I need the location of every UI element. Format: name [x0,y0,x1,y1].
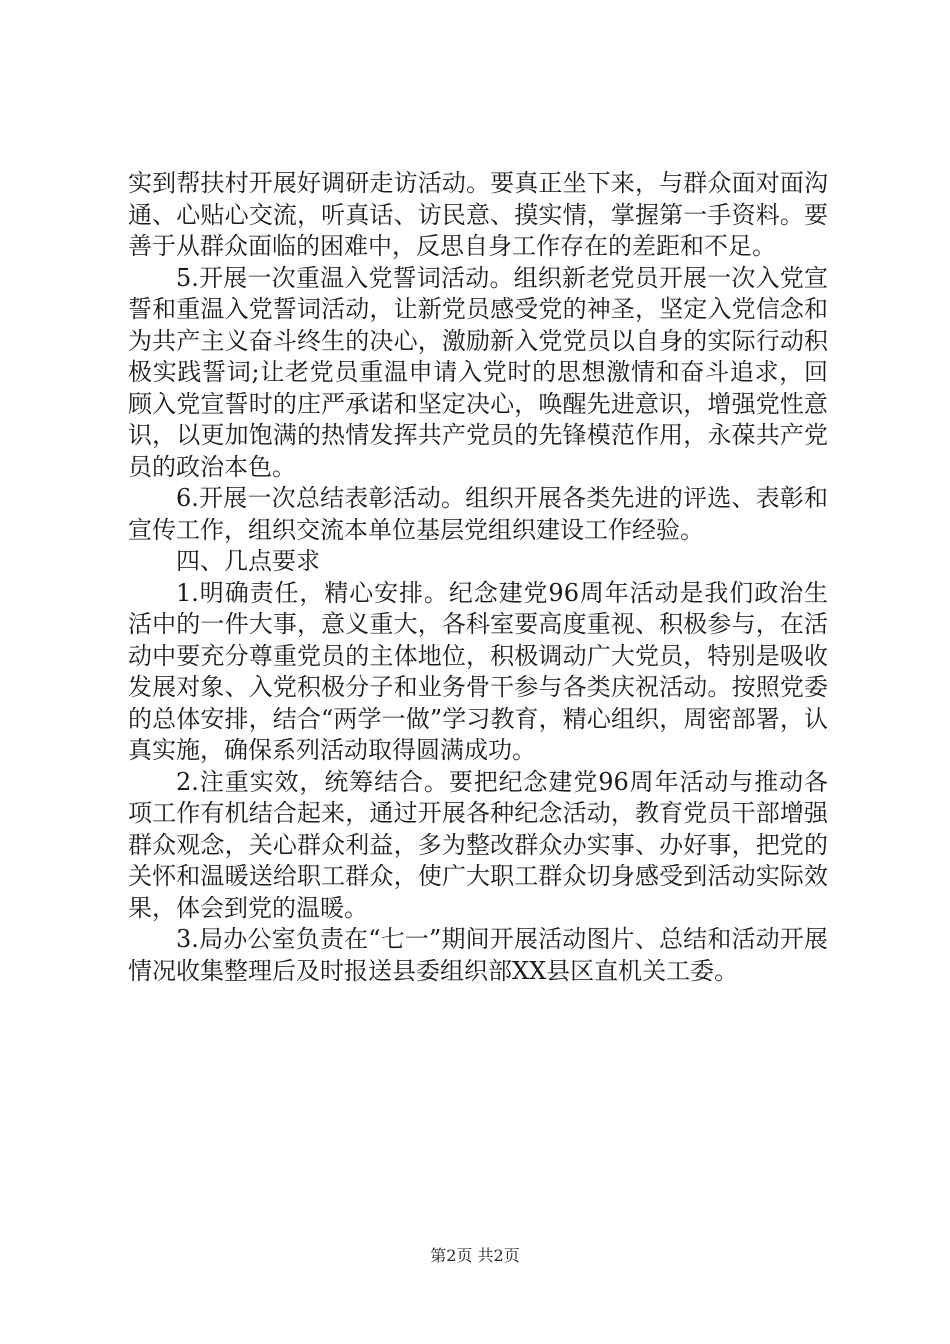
paragraph-3: 6.开展一次总结表彰活动。组织开展各类先进的评选、表彰和宣传工作，组织交流本单位基层党组织建设工作经验。 [128,484,828,544]
document-body [128,168,828,987]
section-heading: 四、几点要求 [176,547,320,575]
paragraph-5: 1.明确责任，精心安排。纪念建党96周年活动是我们政治生活中的一件大事，意义重大，各科室要高度重视、积极参与，在活动中要充分尊重党员的主体地位，积极调动广大党员，特别是吸收发展对象、入党积极分子和业务骨干参与各类庆祝活动。按照党委的总体安排，结合“两学一做”学习教育，精心组织，周密部署，认真实施，确保系列活动取得圆满成功。 [128,578,828,764]
paragraph-1: 实到帮扶村开展好调研走访活动。要真正坐下来，与群众面对面沟通、心贴心交流，听真话、访民意、摸实情，掌握第一手资料。要善于从群众面临的困难中，反思自身工作存在的差距和不足。 [128,169,828,260]
page-number-footer: 第2页 共2页 [430,1246,520,1265]
paragraph-7: 3.局办公室负责在“七一”期间开展活动图片、总结和活动开展情况收集整理后及时报送县委组织部XX县区直机关工委。 [128,925,828,985]
paragraph-6: 2.注重实效，统筹结合。要把纪念建党96周年活动与推动各项工作有机结合起来，通过开展各种纪念活动，教育党员干部增强群众观念，关心群众利益，多为整改群众办实事、办好事，把党的关怀和温暖送给职工群众，使广大职工群众切身感受到活动实际效果，体会到党的温暖。 [128,767,828,922]
paragraph-2: 5.开展一次重温入党誓词活动。组织新老党员开展一次入党宣誓和重温入党誓词活动，让新党员感受党的神圣，坚定入党信念和为共产主义奋斗终生的决心，激励新入党党员以自身的实际行动积极实践誓词;让老党员重温申请入党时的思想激情和奋斗追求，回顾入党宣誓时的庄严承诺和坚定决心，唤醒先进意识，增强党性意识，以更加饱满的热情发挥共产党员的先锋模范作用，永葆共产党员的政治本色。 [128,263,828,481]
